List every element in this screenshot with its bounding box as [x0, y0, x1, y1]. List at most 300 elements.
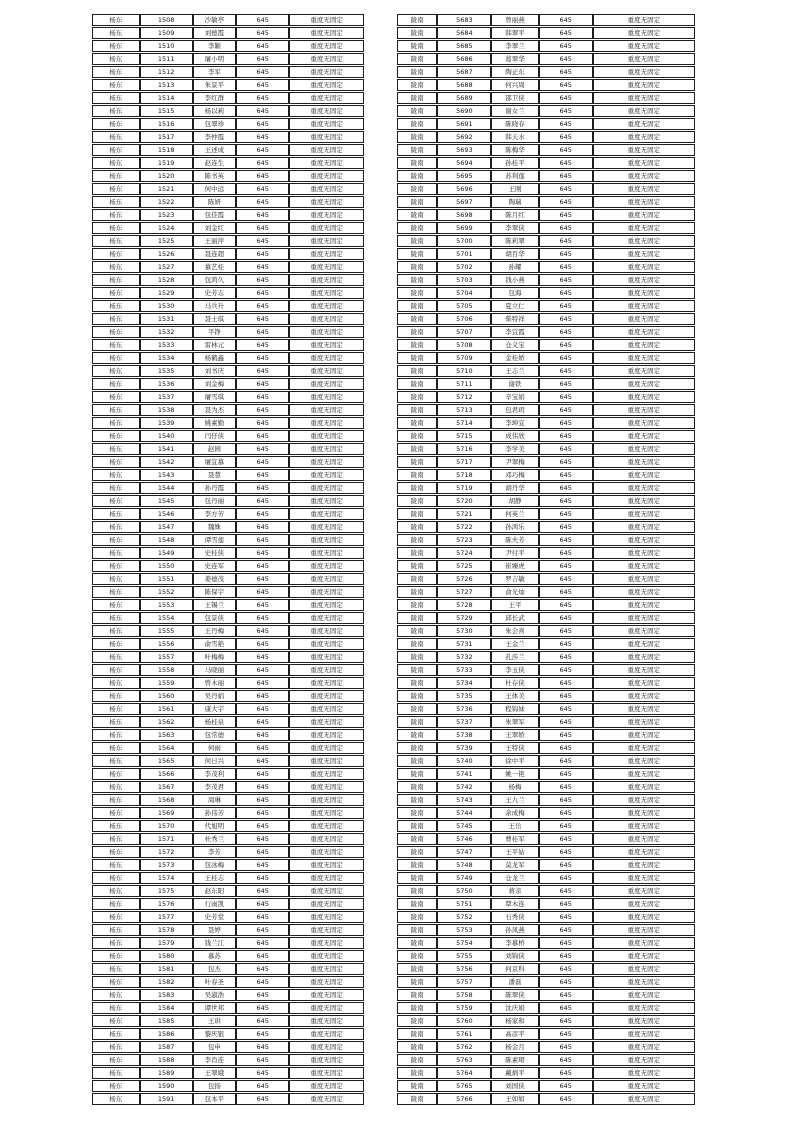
cell-area: 陇南	[397, 443, 437, 455]
table-row	[397, 144, 695, 156]
cell-name: 余成梅	[491, 807, 538, 819]
cell-category: 重度无固定	[289, 859, 364, 871]
cell-name: 包翠珍	[193, 118, 237, 130]
cell-id: 5756	[437, 963, 491, 975]
cell-id: 1570	[140, 820, 193, 832]
cell-id: 5746	[437, 833, 491, 845]
cell-name: 周琳	[193, 794, 237, 806]
cell-category: 重度无固定	[289, 170, 364, 182]
table-row	[397, 352, 695, 364]
cell-id: 1582	[140, 976, 193, 988]
table-row	[92, 66, 364, 78]
cell-category: 重度无固定	[593, 794, 695, 806]
cell-name: 辛宝娟	[491, 391, 538, 403]
cell-id: 1513	[140, 79, 193, 91]
cell-area: 杨东	[92, 1041, 140, 1053]
cell-amount: 645	[236, 27, 289, 39]
cell-id: 1554	[140, 612, 193, 624]
cell-name: 孙桂平	[491, 157, 538, 169]
cell-amount: 645	[236, 859, 289, 871]
table-row	[397, 508, 695, 520]
cell-id: 1540	[140, 430, 193, 442]
table-row	[397, 976, 695, 988]
cell-name: 刘锦侠	[491, 950, 538, 962]
table-row	[397, 690, 695, 702]
cell-name: 谢铁	[491, 378, 538, 390]
cell-amount: 645	[539, 1054, 593, 1066]
cell-id: 5725	[437, 560, 491, 572]
cell-name: 聂为杰	[193, 404, 237, 416]
cell-id: 5766	[437, 1093, 491, 1105]
cell-amount: 645	[539, 1041, 593, 1053]
cell-amount: 645	[236, 820, 289, 832]
cell-amount: 645	[539, 365, 593, 377]
cell-name: 李玉侠	[491, 664, 538, 676]
cell-category: 重度无固定	[593, 963, 695, 975]
cell-amount: 645	[539, 534, 593, 546]
cell-category: 重度无固定	[593, 924, 695, 936]
cell-category: 重度无固定	[593, 638, 695, 650]
cell-area: 杨东	[92, 716, 140, 728]
cell-category: 重度无固定	[593, 352, 695, 364]
cell-category: 重度无固定	[289, 963, 364, 975]
cell-category: 重度无固定	[593, 781, 695, 793]
cell-id: 5749	[437, 872, 491, 884]
cell-area: 陇南	[397, 937, 437, 949]
cell-name: 戴炳平	[491, 1067, 538, 1079]
cell-amount: 645	[539, 235, 593, 247]
table-row	[397, 742, 695, 754]
table-row	[397, 729, 695, 741]
cell-id: 1562	[140, 716, 193, 728]
table-row	[397, 404, 695, 416]
cell-name: 李慕桥	[491, 937, 538, 949]
cell-name: 孔莎兰	[491, 651, 538, 663]
cell-name: 李颖	[193, 40, 237, 52]
cell-name: 吴丹娟	[193, 690, 237, 702]
cell-area: 陇南	[397, 352, 437, 364]
cell-id: 5706	[437, 313, 491, 325]
cell-area: 杨东	[92, 92, 140, 104]
cell-category: 重度无固定	[289, 911, 364, 923]
table-row	[92, 326, 364, 338]
cell-amount: 645	[236, 898, 289, 910]
cell-area: 陇南	[397, 560, 437, 572]
cell-amount: 645	[539, 248, 593, 260]
cell-category: 重度无固定	[289, 1028, 364, 1040]
table-row	[397, 92, 695, 104]
cell-category: 重度无固定	[593, 326, 695, 338]
cell-area: 杨东	[92, 495, 140, 507]
cell-id: 1542	[140, 456, 193, 468]
cell-name: 史芳志	[193, 287, 237, 299]
cell-id: 5765	[437, 1080, 491, 1092]
cell-name: 孙凤燕	[491, 924, 538, 936]
cell-name: 徐中平	[491, 755, 538, 767]
cell-name: 罗吉敏	[491, 573, 538, 585]
table-row	[397, 196, 695, 208]
table-row	[397, 846, 695, 858]
cell-amount: 645	[539, 443, 593, 455]
cell-amount: 645	[236, 1054, 289, 1066]
cell-amount: 645	[539, 638, 593, 650]
cell-id: 5730	[437, 625, 491, 637]
cell-area: 陇南	[397, 1041, 437, 1053]
table-row	[397, 261, 695, 273]
roster-table-left-body	[92, 14, 364, 1105]
table-row	[92, 976, 364, 988]
cell-area: 杨东	[92, 924, 140, 936]
cell-id: 1573	[140, 859, 193, 871]
cell-category: 重度无固定	[593, 430, 695, 442]
cell-amount: 645	[236, 794, 289, 806]
table-row	[397, 40, 695, 52]
cell-area: 陇南	[397, 989, 437, 1001]
cell-category: 重度无固定	[289, 508, 364, 520]
cell-id: 1528	[140, 274, 193, 286]
cell-amount: 645	[236, 105, 289, 117]
cell-area: 杨东	[92, 1054, 140, 1066]
cell-area: 杨东	[92, 326, 140, 338]
cell-amount: 645	[539, 313, 593, 325]
cell-amount: 645	[539, 599, 593, 611]
cell-area: 杨东	[92, 183, 140, 195]
cell-name: 陶正东	[491, 66, 538, 78]
table-row	[397, 768, 695, 780]
cell-id: 1533	[140, 339, 193, 351]
cell-area: 陇南	[397, 612, 437, 624]
cell-amount: 645	[539, 664, 593, 676]
cell-area: 杨东	[92, 170, 140, 182]
cell-amount: 645	[236, 755, 289, 767]
cell-amount: 645	[236, 352, 289, 364]
cell-amount: 645	[539, 326, 593, 338]
table-row	[92, 313, 364, 325]
table-row	[397, 521, 695, 533]
cell-name: 邱长武	[491, 612, 538, 624]
cell-name: 叶春圣	[193, 976, 237, 988]
table-row	[397, 885, 695, 897]
cell-category: 重度无固定	[289, 742, 364, 754]
cell-category: 重度无固定	[593, 807, 695, 819]
cell-area: 陇南	[397, 586, 437, 598]
cell-category: 重度无固定	[593, 664, 695, 676]
cell-area: 杨东	[92, 872, 140, 884]
table-row	[92, 92, 364, 104]
cell-id: 1559	[140, 677, 193, 689]
cell-area: 陇南	[397, 781, 437, 793]
table-row	[397, 105, 695, 117]
cell-category: 重度无固定	[289, 872, 364, 884]
cell-area: 陇南	[397, 599, 437, 611]
cell-name: 李翠侠	[491, 222, 538, 234]
table-row	[92, 391, 364, 403]
table-row	[92, 144, 364, 156]
cell-area: 陇南	[397, 456, 437, 468]
cell-name: 慕苏	[193, 950, 237, 962]
cell-category: 重度无固定	[593, 300, 695, 312]
cell-name: 王九兰	[491, 794, 538, 806]
cell-name: 雷林元	[193, 339, 237, 351]
cell-name: 朱翠军	[491, 716, 538, 728]
cell-amount: 645	[539, 1093, 593, 1105]
cell-id: 1535	[140, 365, 193, 377]
cell-category: 重度无固定	[289, 404, 364, 416]
cell-amount: 645	[236, 118, 289, 130]
cell-category: 重度无固定	[289, 1015, 364, 1027]
cell-id: 1526	[140, 248, 193, 260]
cell-name: 王岳	[491, 820, 538, 832]
cell-area: 陇南	[397, 677, 437, 689]
cell-area: 杨东	[92, 976, 140, 988]
cell-name: 刘国侠	[491, 1080, 538, 1092]
cell-id: 5699	[437, 222, 491, 234]
cell-category: 重度无固定	[593, 417, 695, 429]
cell-area: 陇南	[397, 1015, 437, 1027]
cell-area: 杨东	[92, 469, 140, 481]
cell-amount: 645	[236, 638, 289, 650]
cell-area: 陇南	[397, 365, 437, 377]
cell-area: 杨东	[92, 612, 140, 624]
cell-amount: 645	[236, 547, 289, 559]
cell-id: 5716	[437, 443, 491, 455]
cell-id: 5735	[437, 690, 491, 702]
table-row	[92, 547, 364, 559]
cell-area: 杨东	[92, 508, 140, 520]
cell-amount: 645	[539, 807, 593, 819]
table-row	[397, 1015, 695, 1027]
cell-id: 5731	[437, 638, 491, 650]
cell-category: 重度无固定	[289, 300, 364, 312]
cell-id: 5764	[437, 1067, 491, 1079]
cell-name: 闫仔侠	[193, 430, 237, 442]
cell-id: 1560	[140, 690, 193, 702]
cell-id: 5691	[437, 118, 491, 130]
table-row	[92, 1054, 364, 1066]
cell-category: 重度无固定	[593, 703, 695, 715]
cell-amount: 645	[236, 976, 289, 988]
cell-id: 1538	[140, 404, 193, 416]
cell-amount: 645	[539, 118, 593, 130]
table-row	[397, 118, 695, 130]
cell-amount: 645	[539, 222, 593, 234]
table-row	[92, 456, 364, 468]
cell-id: 1547	[140, 521, 193, 533]
table-row	[397, 781, 695, 793]
cell-category: 重度无固定	[593, 690, 695, 702]
table-row	[92, 1041, 364, 1053]
cell-category: 重度无固定	[593, 573, 695, 585]
cell-id: 5752	[437, 911, 491, 923]
cell-category: 重度无固定	[593, 1015, 695, 1027]
cell-category: 重度无固定	[289, 937, 364, 949]
cell-id: 1589	[140, 1067, 193, 1079]
cell-category: 重度无固定	[289, 131, 364, 143]
cell-area: 陇南	[397, 53, 437, 65]
cell-category: 重度无固定	[593, 560, 695, 572]
cell-amount: 645	[236, 157, 289, 169]
cell-area: 陇南	[397, 261, 437, 273]
cell-category: 重度无固定	[289, 482, 364, 494]
cell-area: 杨东	[92, 235, 140, 247]
cell-id: 1564	[140, 742, 193, 754]
table-row	[397, 586, 695, 598]
cell-amount: 645	[539, 339, 593, 351]
cell-amount: 645	[236, 248, 289, 260]
cell-id: 5722	[437, 521, 491, 533]
cell-name: 覃木连	[491, 898, 538, 910]
table-row	[397, 287, 695, 299]
cell-name: 谭雪莲	[193, 534, 237, 546]
cell-id: 1515	[140, 105, 193, 117]
table-row	[397, 872, 695, 884]
cell-id: 5688	[437, 79, 491, 91]
cell-area: 陇南	[397, 1080, 437, 1092]
cell-amount: 645	[236, 1093, 289, 1105]
cell-name: 何日兴	[193, 755, 237, 767]
cell-category: 重度无固定	[593, 768, 695, 780]
cell-area: 杨东	[92, 365, 140, 377]
cell-category: 重度无固定	[289, 274, 364, 286]
cell-category: 重度无固定	[593, 66, 695, 78]
cell-amount: 645	[539, 521, 593, 533]
cell-amount: 645	[539, 716, 593, 728]
cell-category: 重度无固定	[289, 196, 364, 208]
cell-id: 1545	[140, 495, 193, 507]
cell-category: 重度无固定	[593, 677, 695, 689]
cell-area: 杨东	[92, 378, 140, 390]
cell-category: 重度无固定	[289, 833, 364, 845]
cell-category: 重度无固定	[593, 742, 695, 754]
cell-area: 杨东	[92, 586, 140, 598]
cell-area: 杨东	[92, 352, 140, 364]
table-row	[397, 131, 695, 143]
cell-name: 杨以莉	[193, 105, 237, 117]
cell-name: 姜德茂	[193, 573, 237, 585]
cell-amount: 645	[539, 378, 593, 390]
cell-category: 重度无固定	[289, 586, 364, 598]
cell-category: 重度无固定	[289, 651, 364, 663]
cell-area: 陇南	[397, 547, 437, 559]
cell-category: 重度无固定	[593, 339, 695, 351]
cell-id: 5717	[437, 456, 491, 468]
table-row	[397, 443, 695, 455]
cell-category: 重度无固定	[289, 950, 364, 962]
cell-category: 重度无固定	[289, 456, 364, 468]
cell-category: 重度无固定	[593, 261, 695, 273]
cell-category: 重度无固定	[593, 859, 695, 871]
cell-id: 1587	[140, 1041, 193, 1053]
cell-name: 李茂君	[193, 781, 237, 793]
cell-amount: 645	[236, 170, 289, 182]
cell-amount: 645	[236, 274, 289, 286]
cell-area: 陇南	[397, 105, 437, 117]
cell-category: 重度无固定	[593, 157, 695, 169]
table-row	[397, 716, 695, 728]
cell-id: 1510	[140, 40, 193, 52]
cell-area: 杨东	[92, 846, 140, 858]
cell-name: 李仲霞	[193, 131, 237, 143]
cell-id: 5720	[437, 495, 491, 507]
cell-category: 重度无固定	[593, 599, 695, 611]
table-row	[92, 989, 364, 1001]
cell-amount: 645	[539, 885, 593, 897]
table-row	[92, 781, 364, 793]
cell-name: 陈素珺	[491, 1054, 538, 1066]
cell-amount: 645	[539, 53, 593, 65]
table-row	[397, 625, 695, 637]
cell-category: 重度无固定	[289, 495, 364, 507]
cell-id: 5702	[437, 261, 491, 273]
table-row	[397, 1093, 695, 1105]
table-row	[92, 716, 364, 728]
cell-name: 崔臻虎	[491, 560, 538, 572]
cell-area: 陇南	[397, 820, 437, 832]
cell-category: 重度无固定	[289, 378, 364, 390]
table-row	[397, 53, 695, 65]
cell-category: 重度无固定	[593, 937, 695, 949]
cell-category: 重度无固定	[289, 261, 364, 273]
cell-id: 5729	[437, 612, 491, 624]
cell-name: 王述成	[193, 144, 237, 156]
table-row	[397, 469, 695, 481]
table-row	[397, 495, 695, 507]
table-row	[397, 183, 695, 195]
cell-name: 王丽萍	[193, 235, 237, 247]
cell-name: 胡静	[491, 495, 538, 507]
table-row	[397, 755, 695, 767]
cell-area: 杨东	[92, 391, 140, 403]
cell-name: 魏姝	[193, 521, 237, 533]
cell-name: 俞光灿	[491, 586, 538, 598]
cell-id: 1534	[140, 352, 193, 364]
cell-area: 陇南	[397, 859, 437, 871]
cell-name: 金桂娇	[491, 352, 538, 364]
cell-amount: 645	[539, 508, 593, 520]
cell-area: 杨东	[92, 794, 140, 806]
table-row	[92, 638, 364, 650]
table-row	[92, 170, 364, 182]
table-row	[397, 391, 695, 403]
cell-area: 杨东	[92, 742, 140, 754]
cell-area: 陇南	[397, 716, 437, 728]
cell-amount: 645	[539, 430, 593, 442]
cell-amount: 645	[236, 131, 289, 143]
cell-area: 陇南	[397, 638, 437, 650]
cell-category: 重度无固定	[289, 664, 364, 676]
table-row	[92, 430, 364, 442]
cell-amount: 645	[539, 92, 593, 104]
cell-category: 重度无固定	[289, 599, 364, 611]
table-row	[92, 963, 364, 975]
cell-name: 姚素勤	[193, 417, 237, 429]
cell-id: 1574	[140, 872, 193, 884]
cell-area: 陇南	[397, 430, 437, 442]
cell-name: 何京科	[491, 963, 538, 975]
cell-amount: 645	[539, 66, 593, 78]
cell-id: 1537	[140, 391, 193, 403]
cell-id: 1586	[140, 1028, 193, 1040]
cell-name: 行雨凯	[193, 898, 237, 910]
cell-name: 吴淑浩	[193, 989, 237, 1001]
cell-id: 5760	[437, 1015, 491, 1027]
cell-amount: 645	[236, 235, 289, 247]
cell-name: 曾丽燕	[491, 14, 538, 26]
cell-amount: 645	[539, 976, 593, 988]
cell-name: 杨家和	[491, 1015, 538, 1027]
cell-amount: 645	[539, 14, 593, 26]
table-row	[92, 1002, 364, 1014]
